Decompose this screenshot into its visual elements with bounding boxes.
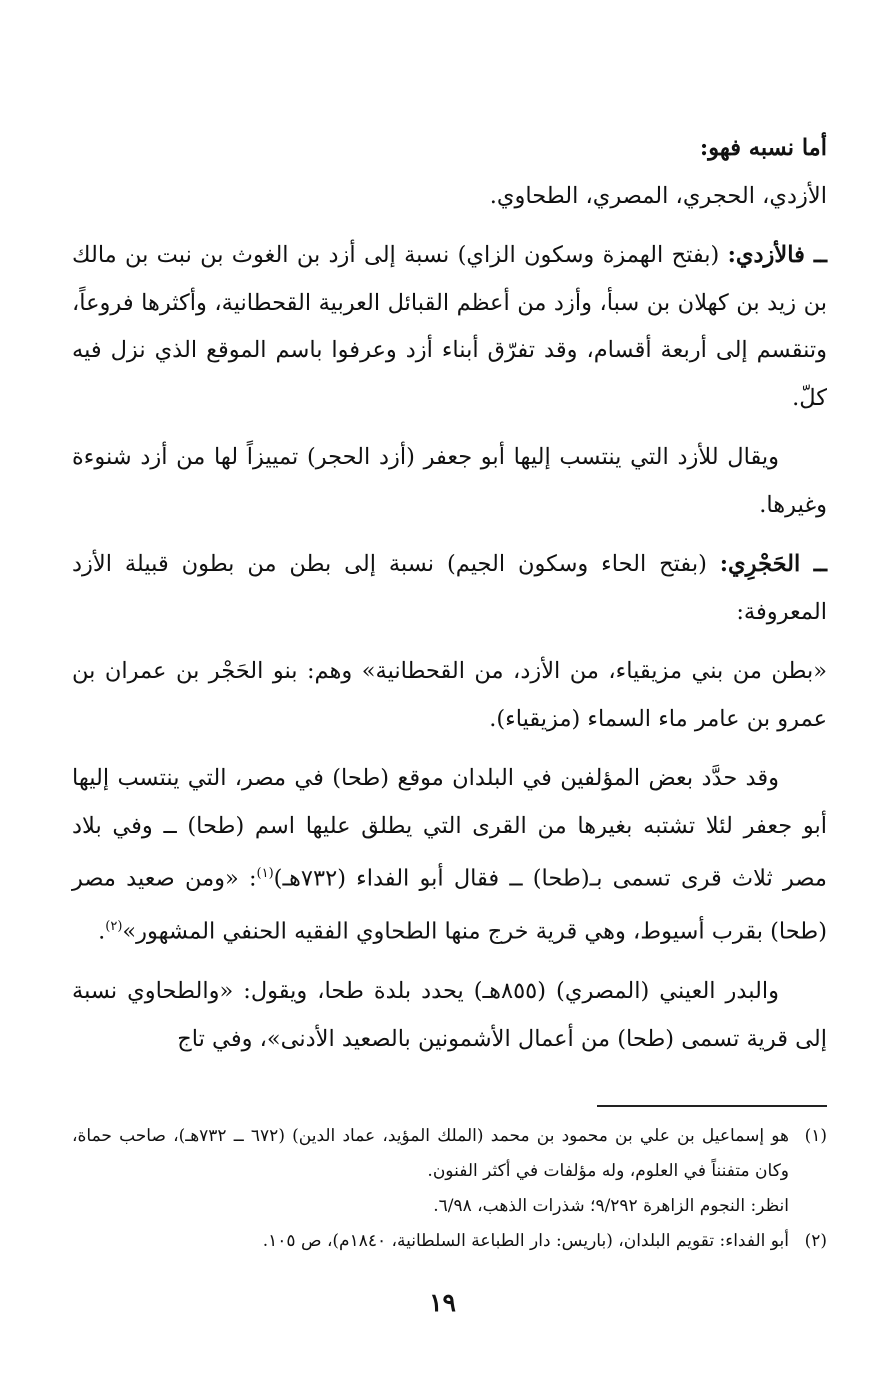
azdi-text: (بفتح الهمزة وسكون الزاي) نسبة إلى أزد بن الغوث بن نبت بن مالك بن زيد بن كهلان بن سبأ، وأزد من أعظم القبائل العربية القحطانية، وأكثرها فروعاً، وتنقسم إلى أربعة أقسام، وقد تفرّق أبناء أزد وعرفوا باسم الموقع الذي نزل فيه كلّ.: [72, 242, 827, 411]
paragraph-hajri: [72, 541, 827, 636]
term-azdi: ــ فالأزدي:: [727, 242, 828, 268]
footnote-2: [72, 1224, 827, 1259]
paragraph-badr-aini: والبدر العيني (المصري) (٨٥٥هـ) يحدد بلدة طحا، ويقول: «والطحاوي نسبة إلى قرية تسمى (طحا) من أعمال الأشمونين بالصعيد الأدنى»، وفي تاج: [72, 978, 827, 1052]
term-hajri: ــ الحَجْرِي:: [719, 551, 827, 577]
footnote-ref-2[interactable]: (٢): [105, 919, 123, 934]
footnote-text: هو إسماعيل بن علي بن محمود بن محمد (الملك المؤيد، عماد الدين) (٦٧٢ ــ ٧٣٢هـ)، صاحب حماة، وكان متفنناً في العلوم، وله مؤلفات في أكثر الفنون.: [72, 1126, 789, 1181]
footnote-number: (١): [804, 1126, 827, 1146]
heading-text: أما نسبه فهو:: [699, 135, 827, 161]
quotation-paragraph: «بطن من بني مزيقياء، من الأزد، من القحطانية» وهم: بنو الحَجْر بن عمران بن عمرو بن عامر ماء السماء (مزيقياء).: [72, 658, 827, 732]
taha-text: وقد حدَّد بعض المؤلفين في البلدان موقع (طحا) في مصر، التي ينتسب إليها أبو جعفر لئلا تشتبه بغيرها من القرى التي يطلق عليها اسم (طحا) ــ وفي بلاد مصر ثلاث قرى تسمى بـ(طحا) ــ فقال أبو الفداء (٧٣٢هـ): [72, 765, 827, 892]
paragraph-azd-shanua: ويقال للأزد التي ينتسب إليها أبو جعفر (أزد الحجر) تمييزاً لها من أزد شنوءة وغيرها.: [72, 444, 827, 518]
section-heading: [72, 125, 827, 173]
hajri-text: (بفتح الحاء وسكون الجيم) نسبة إلى بطن من بطون قبيلة الأزد المعروفة:: [72, 551, 827, 625]
footnote-1-reference: انظر: النجوم الزاهرة ٩/٢٩٢؛ شذرات الذهب، ٦/٩٨.: [433, 1196, 789, 1216]
taha-end: .: [98, 918, 106, 945]
footnote-1: [72, 1119, 827, 1189]
paragraph-taha: [72, 755, 827, 956]
nisba-list: الأزدي، الحجري، المصري، الطحاوي.: [489, 182, 827, 209]
page-number: ١٩: [429, 1288, 456, 1317]
footnotes: [72, 1119, 827, 1259]
footnote-number: (٢): [804, 1231, 827, 1251]
footnote-text: أبو الفداء: تقويم البلدان، (باريس: دار الطباعة السلطانية، ١٨٤٠م)، ص ١٠٥.: [262, 1231, 789, 1251]
footnote-separator: [597, 1105, 827, 1107]
paragraph-azdi: [72, 232, 827, 422]
taha-quote: : «ومن صعيد مصر (طحا) بقرب أسيوط، وهي قرية خرج منها الطحاوي الفقيه الحنفي المشهور»: [72, 865, 827, 945]
footnote-ref-1[interactable]: (١): [256, 866, 274, 881]
